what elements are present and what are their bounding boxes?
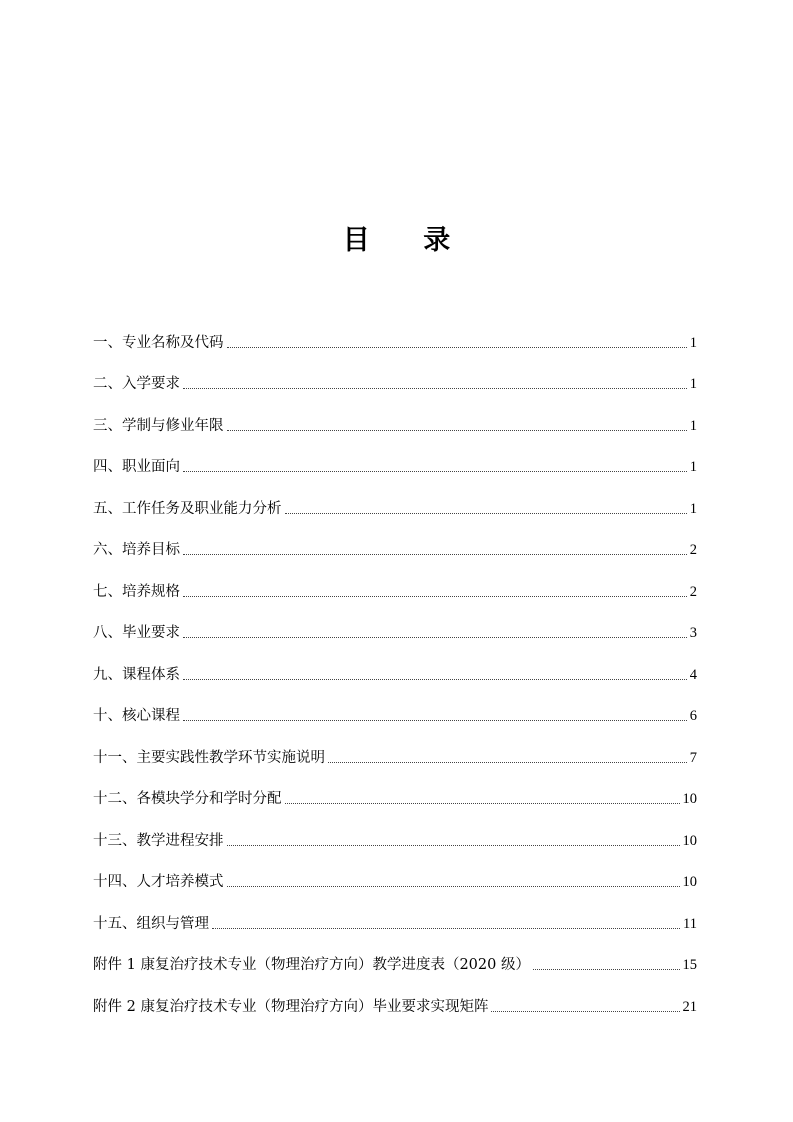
toc-dot-leader (183, 679, 687, 680)
toc-entry-label: 五、工作任务及职业能力分析 (93, 500, 282, 517)
toc-entry-appendix-2[interactable] (93, 975, 697, 1017)
table-of-contents (93, 311, 697, 1017)
toc-entry-8[interactable] (93, 602, 697, 644)
toc-entry-1[interactable] (93, 311, 697, 353)
toc-entry-label: 六、培养目标 (93, 542, 180, 558)
toc-entry-label: 附件 2 康复治疗技术专业（物理治疗方向）毕业要求实现矩阵 (93, 998, 489, 1015)
toc-entry-15[interactable] (93, 892, 697, 934)
toc-entry-label: 三、学制与修业年限 (93, 417, 224, 434)
toc-page-number: 1 (689, 376, 697, 392)
toc-page-number: 2 (689, 583, 697, 600)
toc-dot-leader (183, 637, 687, 638)
toc-entry-2[interactable] (93, 353, 697, 395)
toc-page-number: 6 (689, 708, 697, 724)
toc-entry-12[interactable] (93, 768, 697, 810)
toc-entry-14[interactable] (93, 851, 697, 893)
toc-entry-7[interactable] (93, 560, 697, 602)
toc-entry-4[interactable] (93, 436, 697, 478)
toc-entry-11[interactable] (93, 726, 697, 768)
toc-entry-label: 八、毕业要求 (93, 625, 180, 641)
toc-page-number: 15 (682, 957, 697, 973)
toc-dot-leader (227, 347, 687, 348)
toc-page-number: 10 (682, 832, 697, 849)
toc-entry-label: 附件 1 康复治疗技术专业（物理治疗方向）教学进度表（2020 级） (93, 957, 530, 973)
toc-page-number: 21 (682, 998, 697, 1015)
toc-entry-label: 十四、人才培养模式 (93, 874, 224, 890)
toc-dot-leader (227, 886, 680, 887)
toc-dot-leader (212, 928, 680, 929)
toc-entry-3[interactable] (93, 394, 697, 436)
toc-entry-9[interactable] (93, 643, 697, 685)
toc-dot-leader (183, 554, 687, 555)
toc-dot-leader (183, 471, 687, 472)
toc-entry-label: 十、核心课程 (93, 708, 180, 724)
toc-page-number: 1 (689, 334, 697, 351)
toc-page-number: 10 (682, 791, 697, 807)
toc-page-number: 10 (682, 874, 697, 890)
toc-entry-label: 二、入学要求 (93, 376, 180, 392)
toc-entry-label: 十三、教学进程安排 (93, 832, 224, 849)
toc-entry-label: 十五、组织与管理 (93, 915, 209, 932)
toc-dot-leader (183, 596, 687, 597)
toc-page-number: 2 (689, 542, 697, 558)
toc-dot-leader (183, 720, 687, 721)
toc-page-number: 4 (689, 666, 697, 683)
toc-page-number: 1 (689, 459, 697, 475)
toc-entry-10[interactable] (93, 685, 697, 727)
toc-dot-leader (285, 513, 687, 514)
toc-page-number: 1 (689, 417, 697, 434)
toc-entry-label: 九、课程体系 (93, 666, 180, 683)
toc-page-number: 7 (689, 749, 697, 766)
toc-dot-leader (227, 430, 687, 431)
toc-entry-label: 七、培养规格 (93, 583, 180, 600)
toc-dot-leader (227, 845, 680, 846)
toc-dot-leader (533, 969, 680, 970)
toc-page-number: 11 (683, 915, 697, 932)
toc-entry-label: 一、专业名称及代码 (93, 334, 224, 351)
toc-entry-6[interactable] (93, 519, 697, 561)
toc-entry-5[interactable] (93, 477, 697, 519)
toc-dot-leader (328, 762, 687, 763)
toc-dot-leader (285, 803, 680, 804)
toc-dot-leader (491, 1011, 679, 1012)
toc-entry-label: 十一、主要实践性教学环节实施说明 (93, 749, 325, 766)
toc-entry-label: 十二、各模块学分和学时分配 (93, 791, 282, 807)
toc-page-number: 1 (689, 500, 697, 517)
toc-entry-13[interactable] (93, 809, 697, 851)
toc-page-number: 3 (689, 625, 697, 641)
toc-entry-label: 四、职业面向 (93, 459, 180, 475)
toc-dot-leader (183, 388, 687, 389)
page-title: 目 录 (342, 225, 473, 256)
toc-entry-appendix-1[interactable] (93, 934, 697, 976)
